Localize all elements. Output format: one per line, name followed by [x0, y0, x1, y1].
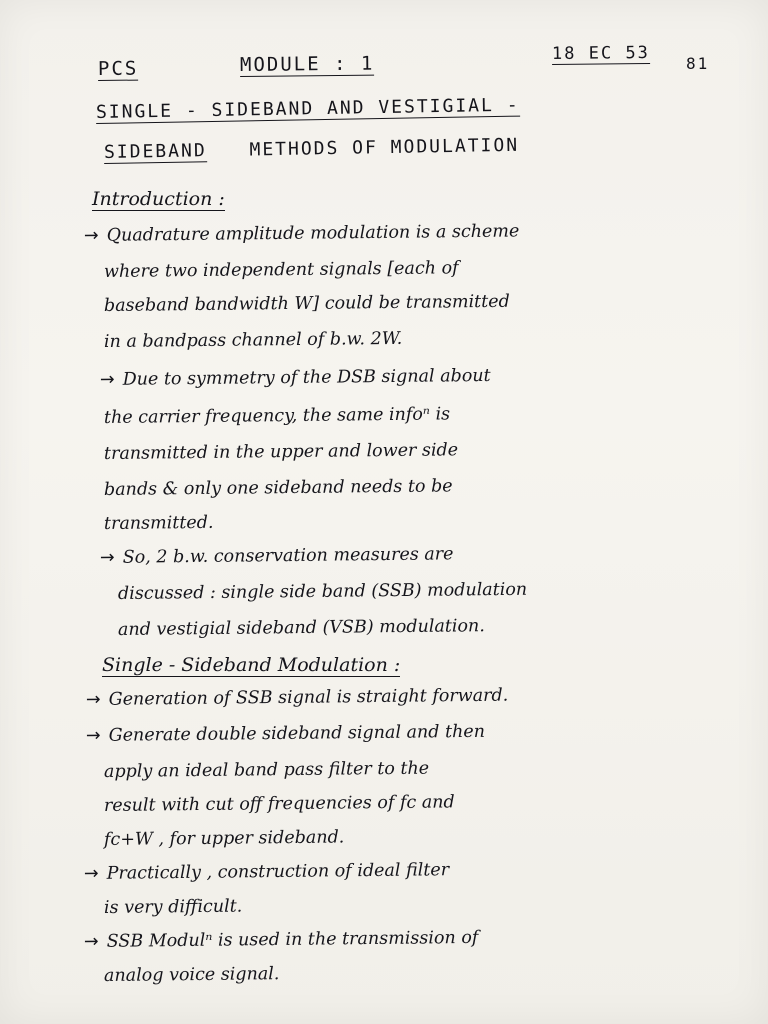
intro-line-7: transmitted in the upper and lower side: [103, 440, 459, 464]
intro-line-8: bands & only one sideband needs to be: [103, 476, 453, 500]
ssb-line-8: → SSB Modulⁿ is used in the transmission of: [83, 927, 479, 952]
intro-line-6: the carrier frequency, the same infoⁿ is: [103, 404, 451, 428]
title-line-2: SIDEBAND METHODS OF MODULATION: [103, 134, 520, 163]
subject-label: PCS: [97, 57, 139, 80]
arrow-icon: →: [85, 689, 101, 710]
ssb-line-3: apply an ideal band pass filter to the: [103, 758, 430, 782]
page-number: 81: [686, 54, 710, 73]
intro-line-1: → Quadrature amplitude modulation is a scheme: [83, 221, 520, 246]
arrow-icon: →: [83, 931, 99, 952]
ssb-heading: Single - Sideband Modulation :: [102, 654, 401, 676]
intro-line-12: and vestigial sideband (VSB) modulation.: [117, 616, 485, 640]
intro-line-2: where two independent signals [each of: [103, 258, 459, 282]
ssb-line-6: → Practically , construction of ideal filter: [83, 860, 450, 884]
ssb-line-5: fc+W , for upper sideband.: [103, 827, 345, 850]
ssb-line-2: → Generate double sideband signal and then: [85, 721, 486, 746]
intro-line-3: baseband bandwidth W] could be transmitted: [103, 291, 510, 316]
intro-line-5: → Due to symmetry of the DSB signal about: [99, 365, 491, 390]
intro-line-9: transmitted.: [103, 512, 214, 534]
arrow-icon: →: [99, 547, 115, 568]
ssb-line-9: analog voice signal.: [103, 964, 280, 986]
ssb-line-4: result with cut off frequencies of fc and: [103, 792, 455, 816]
title-line-1: SINGLE - SIDEBAND AND VESTIGIAL -: [95, 94, 520, 123]
introduction-heading: Introduction :: [92, 188, 225, 210]
ssb-line-1: → Generation of SSB signal is straight forward.: [85, 685, 509, 710]
arrow-icon: →: [83, 225, 99, 246]
intro-line-11: discussed : single side band (SSB) modulation: [117, 579, 528, 604]
arrow-icon: →: [83, 863, 99, 884]
intro-line-4: in a bandpass channel of b.w. 2W.: [103, 328, 403, 352]
module-label: MODULE : 1: [239, 52, 375, 76]
intro-line-10: → So, 2 b.w. conservation measures are: [99, 544, 454, 568]
ssb-line-7: is very difficult.: [103, 896, 243, 918]
arrow-icon: →: [99, 369, 115, 390]
course-code: 18 EC 53: [551, 42, 650, 64]
arrow-icon: →: [85, 725, 101, 746]
